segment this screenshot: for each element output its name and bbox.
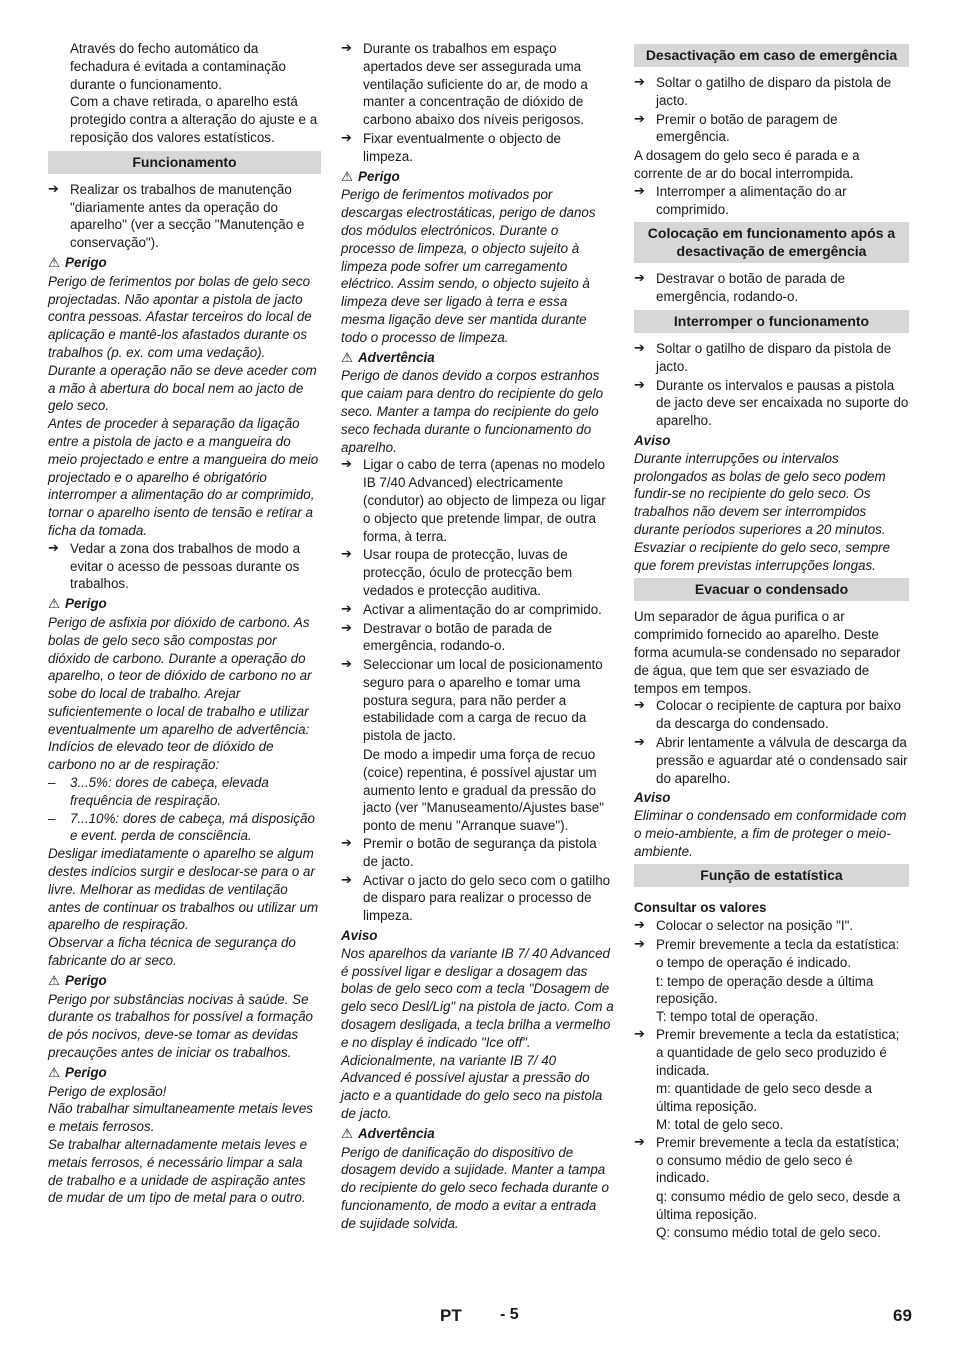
italic-text [48, 1136, 321, 1207]
text: T: tempo total de operação. [656, 1009, 819, 1025]
text: Com a chave retirada, o aparelho está protegido contra a alteração do ajuste e a reposição dos valores estatísticos. [70, 94, 318, 145]
instruction-step [48, 181, 321, 252]
text: t: tempo de operação desde a última reposição. [656, 973, 874, 1007]
text: Perigo de explosão! [48, 1083, 167, 1099]
text: Interromper o funcionamento [673, 312, 870, 329]
text: Consultar os valores [634, 900, 767, 916]
body-text [634, 1188, 909, 1224]
instruction-step [634, 936, 909, 972]
instruction-step [341, 872, 614, 925]
body-text [341, 746, 614, 835]
section-heading [634, 44, 909, 67]
section-heading [634, 578, 909, 601]
italic-text [341, 186, 614, 346]
note-heading [341, 927, 614, 945]
text: Destravar o botão de parada de emergência, rodando-o. [656, 271, 846, 305]
italic-text [48, 845, 321, 934]
text: Perigo [65, 1064, 107, 1080]
body-text [634, 1116, 909, 1134]
text: Destravar o botão de parada de emergência, rodando-o. [363, 620, 553, 654]
italic-text [48, 1100, 321, 1136]
warning-icon: ⚠ [341, 1126, 354, 1142]
text: Abrir lentamente a válvula de descarga da pressão e aguardar até o condensado sair do aparelho. [656, 734, 908, 786]
text: Premir o botão de segurança da pistola de jacto. [363, 836, 597, 869]
text: Realizar os trabalhos de manutenção "diariamente antes da operação do aparelho" (ver a secção "Manutenção e conservação"). [70, 181, 305, 251]
warning-icon: ⚠ [48, 597, 61, 613]
warning-icon: ⚠ [341, 169, 354, 185]
body-text [634, 147, 909, 183]
italic-text [48, 273, 321, 362]
instruction-step [634, 734, 909, 787]
text: Activar o jacto do gelo seco com o gatilho de disparo para realizar o processo de limpeza. [363, 872, 611, 924]
text: Durante interrupções ou intervalos prolongados as bolas de gelo seco podem fundir-se no recipiente do gelo seco. Os trabalhos não devem ser interrompidos durante períodos superiores a 20 minutos. Esvaziar o recipiente do gelo seco, sempre que forem previstas interrupções longas. [634, 450, 891, 573]
italic-text [634, 450, 909, 575]
italic-text [48, 1083, 321, 1101]
instruction-step [341, 40, 614, 129]
text: q: consumo médio de gelo seco, desde a última reposição. [656, 1189, 901, 1223]
text: Perigo de asfixia por dióxido de carbono. As bolas de gelo seco são compostas por dióxido de carbono. Durante a operação do aparelho, o teor de dióxido de carbono no ar sobe do local de trabalho. Arejar suficientemente o local de trabalho e utilizar eventualmente um aparelho de advertência: Indícios de elevado teor de dióxido de carbono no ar de respiração: [48, 614, 312, 773]
text: Fixar eventualmente o objecto de limpeza. [363, 130, 562, 164]
italic-text [48, 614, 321, 774]
italic-text [48, 362, 321, 415]
footer-local-page: - 5 [500, 1306, 519, 1323]
list-item [48, 774, 321, 810]
warning-icon: ⚠ [48, 973, 61, 989]
text: Através do fecho automático da fechadura é evitada a contaminação durante o funcionamento. [70, 41, 286, 92]
text: Perigo de danificação do dispositivo de dosagem devido a sujidade. Manter a tampa do recipiente do gelo seco fechada durante o funcionamento, de modo a evitar a entrada de sujidade solvida. [341, 1144, 610, 1231]
warning-heading [48, 972, 321, 991]
text: Aviso [634, 790, 671, 806]
body-text [48, 40, 321, 93]
text: Perigo [65, 596, 107, 612]
text: 3...5%: dores de cabeça, elevada frequência de respiração. [70, 775, 269, 808]
text: Advertência [358, 1125, 435, 1141]
text: Q: consumo médio total de gelo seco. [656, 1224, 881, 1240]
text: Nos aparelhos da variante IB 7/ 40 Advanced é possível ligar e desligar a dosagem das bolas de gelo seco com a tecla "Dosagem de gelo seco Desl/Lig" na pistola de jacto. Com a dosagem desligada, a tecla brilha a vermelho e no display é indicado "Ice off". [341, 945, 614, 1050]
text: M: total de gelo seco. [656, 1117, 784, 1133]
text: Desactivação em caso de emergência [645, 47, 898, 63]
column-3 [634, 40, 909, 1242]
subheading [634, 899, 909, 917]
text: Perigo de ferimentos motivados por descargas electrostáticas, perigo de danos dos módulos electrónicos. Durante o processo de limpeza, o objecto sujeito à limpeza pode sofrer um carregamento eléctrico. Assim sendo, o objecto sujeito à limpeza deve ser ligado à terra e essa mesma ligação deve ser mantida durante todo o processo de limpeza. [341, 187, 596, 345]
body-text [634, 973, 909, 1009]
text: Um separador de água purifica o ar comprimido fornecido ao aparelho. Deste forma acumula-se condensado no separador de água, que tem que ser esvaziado de tempos em tempos. [634, 609, 901, 696]
text: De modo a impedir uma força de recuo (coice) repentina, é possível ajustar um aumento lento e gradual da pressão do jacto (ver "Manuseamento/Ajustes base" ponto de menu "Arranque suave"). [363, 747, 604, 834]
text: Eliminar o condensado em conformidade com o meio-ambiente, a fim de proteger o meio-ambiente. [634, 808, 907, 859]
text: Perigo [358, 168, 400, 184]
text: Perigo por substâncias nocivas à saúde. Se durante os trabalhos for possível a formação de pós nocivos, deve-se tomar as devidas precauções antes de iniciar os trabalhos. [48, 991, 313, 1061]
text: Aviso [341, 928, 378, 944]
text: A dosagem do gelo seco é parada e a corrente de ar do bocal interrompida. [634, 148, 860, 181]
text: Funcionamento [132, 153, 237, 170]
instruction-step [634, 697, 909, 733]
instruction-step [634, 1134, 909, 1187]
footer-page-number: 69 [893, 1306, 912, 1325]
instruction-step [634, 340, 909, 376]
text: Antes de proceder à separação da ligação entre a pistola de jacto e a mangueira do meio projectado e entre a mangueira do meio projectado e o aparelho é obrigatório interromper a alimentação do ar comprimido, tornar o aparelho isento de tensão e retirar a ficha da tomada. [48, 416, 319, 538]
instruction-step [634, 270, 909, 306]
column-2 [341, 40, 614, 1233]
footer-language: PT [440, 1306, 462, 1325]
text: Durante os intervalos e pausas a pistola de jacto deve ser encaixada no suporte do aparelho. [656, 377, 909, 429]
warning-heading [341, 168, 614, 187]
italic-text [341, 1052, 614, 1123]
text: Colocar o recipiente de captura por baixo da descarga do condensado. [656, 698, 901, 732]
body-text [48, 93, 321, 146]
instruction-step [634, 183, 909, 219]
warning-heading [48, 254, 321, 273]
instruction-step [48, 540, 321, 593]
text: Durante os trabalhos em espaço apertados deve ser assegurada uma ventilação suficiente do ar, de modo a manter a concentração de dióxido de carbono abaixo dos níveis perigosos. [363, 41, 588, 128]
warning-heading [48, 1064, 321, 1083]
instruction-step [341, 456, 614, 545]
text: Colocação em funcionamento após a desactivação de emergência [647, 225, 896, 260]
text: Adicionalmente, na variante IB 7/ 40 Advanced é possível ajustar a pressão do jacto e a quantidade do gelo seco na pistola de jacto. [341, 1052, 603, 1122]
text: Observar a ficha técnica de segurança do fabricante do ar seco. [48, 935, 296, 969]
text: Se trabalhar alternadamente metais leves e metais ferrosos, é necessário limpar a sala de trabalho e a unidade de aspiração antes de mudar de um tipo de metal para o outro. [48, 1137, 308, 1206]
body-text [634, 608, 909, 697]
text: Premir o botão de paragem de emergência. [656, 111, 838, 145]
text: Premir brevemente a tecla da estatística; a quantidade de gelo seco produzido é indicada. [656, 1027, 900, 1078]
italic-text [341, 945, 614, 1052]
text: Desligar imediatamente o aparelho se algum destes indícios surgir e deslocar-se para o ar livre. Melhorar as medidas de ventilação antes de continuar os trabalhos ou utilizar um aparelho de respiração. [48, 846, 319, 933]
text: Usar roupa de protecção, luvas de protecção, óculo de protecção bem vedados e protecção auditiva. [363, 547, 573, 598]
instruction-step [634, 111, 909, 147]
instruction-step [634, 917, 909, 935]
text: Função de estatística [700, 867, 843, 884]
section-heading [634, 222, 909, 263]
text: m: quantidade de gelo seco desde a última reposição. [656, 1081, 872, 1115]
section-heading [634, 864, 909, 887]
text: Aviso [634, 432, 671, 448]
italic-text [48, 415, 321, 540]
note-heading [634, 432, 909, 450]
text: 7...10%: dores de cabeça, má disposição e event. perda de consciência. [70, 810, 315, 844]
instruction-step [341, 601, 614, 619]
instruction-step [634, 1026, 909, 1079]
body-text [634, 1224, 909, 1242]
text: Ligar o cabo de terra (apenas no modelo IB 7/40 Advanced) electricamente (condutor) ao objecto de limpeza ou ligar o objecto que pretende limpar, de outra forma, à terra. [363, 457, 606, 544]
list-item [48, 810, 321, 846]
italic-text [634, 807, 909, 860]
text: Perigo de danos devido a corpos estranhos que caiam para dentro do recipiente do gelo seco. Manter a tampa do recipiente do gelo seco fechada durante o funcionamento do aparelho. [341, 368, 604, 455]
body-text [634, 1008, 909, 1026]
text: Perigo [65, 254, 107, 270]
section-heading [634, 310, 909, 333]
instruction-step [341, 835, 614, 871]
warning-icon: ⚠ [341, 350, 354, 366]
text: Premir brevemente a tecla da estatística: o tempo de operação é indicado. [656, 937, 900, 970]
instruction-step [341, 546, 614, 599]
instruction-step [341, 656, 614, 745]
warning-icon: ⚠ [48, 1065, 61, 1081]
text: Interromper a alimentação do ar comprimido. [656, 183, 847, 217]
instruction-step [634, 377, 909, 430]
italic-text [341, 367, 614, 456]
body-text [634, 1080, 909, 1116]
warning-heading [48, 595, 321, 614]
text: Durante a operação não se deve aceder com a mão à abertura do bocal nem ao jacto de gelo seco. [48, 362, 317, 414]
text: Seleccionar um local de posicionamento seguro para o aparelho e tomar uma postura segura, para não perder a estabilidade com a carga de recuo da pistola de jacto. [363, 657, 603, 744]
text: Perigo [65, 972, 107, 988]
warning-heading [341, 1125, 614, 1144]
text: Não trabalhar simultaneamente metais leves e metais ferrosos. [48, 1101, 313, 1135]
column-1 [48, 40, 321, 1207]
warning-heading [341, 349, 614, 368]
note-heading [634, 789, 909, 807]
text: Vedar a zona dos trabalhos de modo a evitar o acesso de pessoas durante os trabalhos. [70, 540, 301, 592]
text: Colocar o selector na posição "I". [656, 918, 854, 934]
text: Perigo de ferimentos por bolas de gelo seco projectadas. Não apontar a pistola de jacto contra pessoas. Afastar terceiros do local de aplicação e mantê-los afastados durante os trabalhos (p. ex. com uma vedação). [48, 273, 312, 360]
warning-icon: ⚠ [48, 255, 61, 271]
italic-text [48, 991, 321, 1062]
text: Activar a alimentação do ar comprimido. [363, 601, 602, 617]
italic-text [48, 934, 321, 970]
section-heading [48, 151, 321, 174]
instruction-step [634, 74, 909, 110]
text: Soltar o gatilho de disparo da pistola de jacto. [656, 340, 892, 374]
text: Advertência [358, 349, 435, 365]
italic-text [341, 1144, 614, 1233]
instruction-step [341, 130, 614, 166]
text: Soltar o gatilho de disparo da pistola de jacto. [656, 75, 892, 108]
text: Evacuar o condensado [694, 581, 849, 598]
instruction-step [341, 620, 614, 656]
text: Premir brevemente a tecla da estatística; o consumo médio de gelo seco é indicado. [656, 1134, 900, 1186]
